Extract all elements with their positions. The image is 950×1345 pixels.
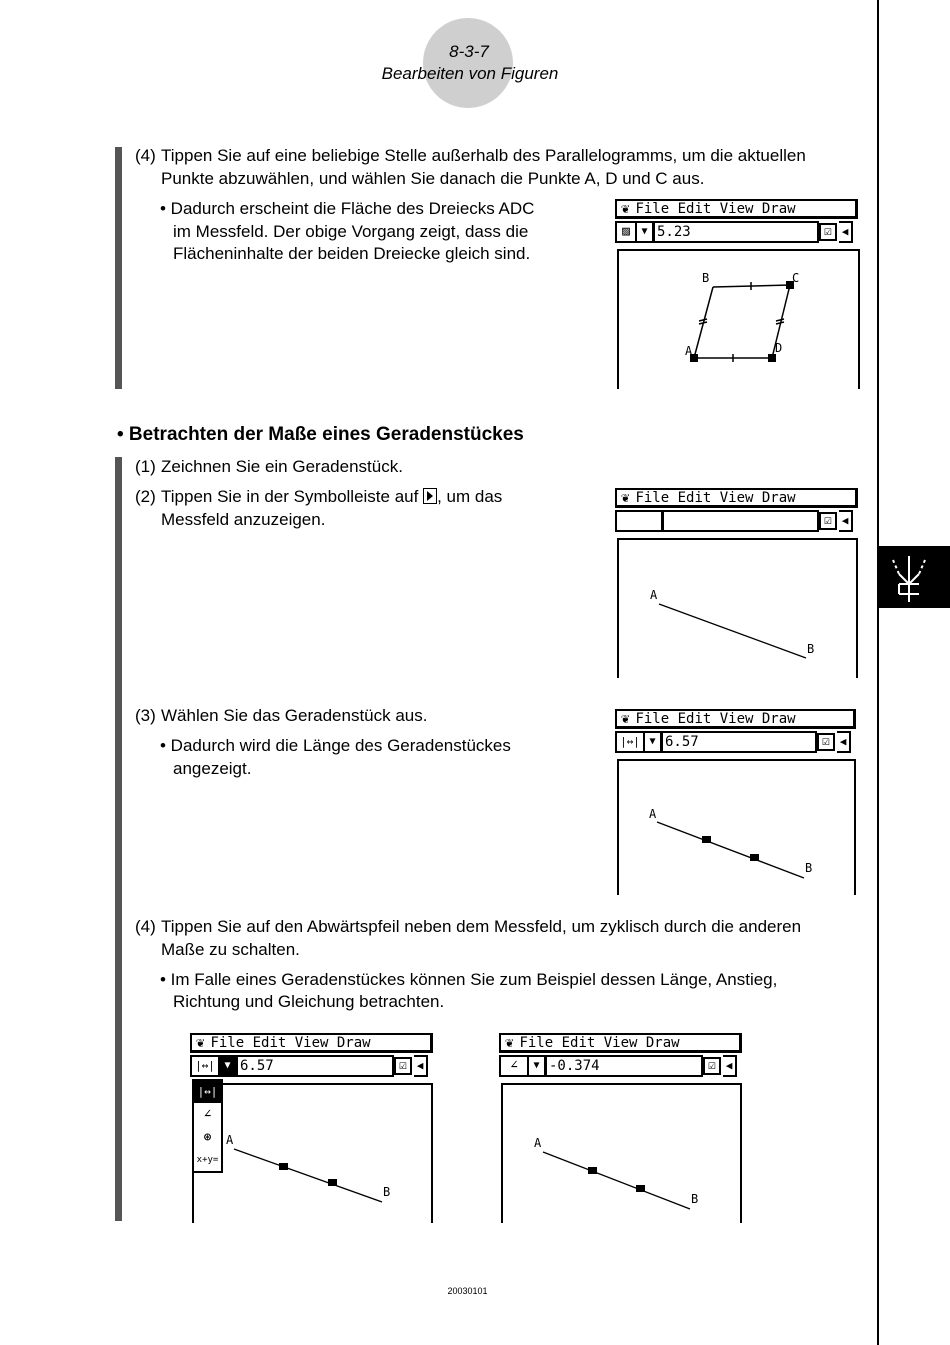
parallelogram-figure (619, 251, 862, 391)
step-text: (4) Tippen Sie auf eine beliebige Stelle außerhalb des Parallelogramms, um die aktuellen (135, 146, 806, 165)
bullet-text: Richtung und Gleichung betrachten. (173, 992, 445, 1011)
check-icon: ☑ (703, 1057, 721, 1075)
menu-vee-icon: ❦ (621, 201, 630, 217)
menu-vee-icon: ❦ (196, 1035, 205, 1051)
calculator-screenshot (499, 1033, 744, 1223)
menu-items: File Edit View Draw (635, 490, 796, 506)
page-title: Bearbeiten von Figuren (381, 64, 559, 83)
measurement-field: 6.57 (237, 1055, 394, 1077)
step-text: (2) Tippen Sie in der Symbolleiste auf , um das (135, 487, 503, 506)
check-icon: ☑ (817, 733, 835, 751)
margin-bar (115, 457, 122, 1221)
menu-bar (499, 1033, 742, 1053)
step-text: Maße zu schalten. (161, 940, 300, 959)
section-heading: • Betrachten der Maße eines Geradenstückes (117, 424, 524, 445)
dropdown-option-equation[interactable]: x+y= (196, 1155, 219, 1165)
measurement-type-dropdown[interactable] (192, 1079, 223, 1173)
point-label: B (702, 271, 710, 285)
calculator-screenshot (615, 709, 860, 895)
line-segment-figure (503, 1085, 744, 1225)
menu-vee-icon: ❦ (621, 711, 630, 727)
point-label: D (775, 341, 783, 355)
menu-items: File Edit View Draw (635, 201, 796, 217)
dropdown-option-slope[interactable]: ∠ (203, 1107, 212, 1122)
area-icon: ▨ (615, 221, 637, 243)
left-arrow-icon: ◀ (839, 221, 853, 243)
left-arrow-icon: ◀ (723, 1055, 737, 1077)
dropdown-arrow-icon: ▼ (529, 1055, 546, 1077)
length-icon: |↔| (190, 1055, 220, 1077)
slope-icon: ∠ (499, 1055, 529, 1077)
menu-items: File Edit View Draw (210, 1035, 371, 1051)
page-number: 8-3-7 (449, 42, 489, 61)
bullet-text: • Dadurch wird die Länge des Geradenstückes (160, 736, 511, 755)
left-arrow-icon: ◀ (839, 510, 853, 532)
geometry-chapter-icon (879, 546, 950, 608)
dropdown-arrow-icon: ▼ (645, 731, 662, 753)
menu-bar (615, 709, 856, 729)
graphics-area (617, 538, 858, 678)
bullet-text: im Messfeld. Der obige Vorgang zeigt, dass die (173, 222, 529, 241)
graphics-area (501, 1083, 742, 1223)
menu-bar (615, 199, 858, 219)
measurement-bar (615, 221, 858, 243)
graphics-area (617, 759, 856, 895)
page-edge-rule (877, 0, 879, 1345)
line-segment-figure (619, 761, 858, 897)
left-arrow-icon: ◀ (414, 1055, 428, 1077)
check-icon: ☑ (394, 1057, 412, 1075)
step-text: (4) Tippen Sie auf den Abwärtspfeil neben dem Messfeld, um zyklisch durch die anderen (135, 917, 802, 936)
point-label: B (691, 1192, 699, 1206)
point-label: B (805, 861, 813, 875)
point-label: A (534, 1136, 542, 1150)
calculator-screenshot (615, 488, 860, 678)
measurement-bar (615, 510, 858, 532)
calculator-screenshot (190, 1033, 435, 1223)
measurement-icon-slot (615, 510, 663, 532)
measurement-field: -0.374 (546, 1055, 703, 1077)
menu-vee-icon: ❦ (505, 1035, 514, 1051)
step-text: (1) Zeichnen Sie ein Geradenstück. (135, 457, 403, 476)
graphics-area (617, 249, 860, 389)
measurement-bar (499, 1055, 742, 1077)
point-label: A (650, 588, 658, 602)
line-segment-figure (619, 540, 860, 680)
dropdown-arrow-icon: ▼ (637, 221, 654, 243)
menu-items: File Edit View Draw (519, 1035, 680, 1051)
check-icon: ☑ (819, 512, 837, 530)
length-icon: |↔| (615, 731, 645, 753)
measurement-field: 5.23 (654, 221, 819, 243)
measurement-bar (190, 1055, 433, 1077)
left-arrow-icon: ◀ (837, 731, 851, 753)
step-text: Punkte abzuwählen, und wählen Sie danach die Punkte A, D und C aus. (161, 169, 705, 188)
point-label: A (649, 807, 657, 821)
header-badge (423, 18, 513, 108)
footer-code: 20030101 (447, 1286, 488, 1296)
measurement-field: 6.57 (662, 731, 817, 753)
step-text: (3) Wählen Sie das Geradenstück aus. (135, 706, 428, 725)
point-label: B (383, 1185, 391, 1199)
calculator-screenshot (615, 199, 860, 389)
point-label: B (807, 642, 815, 656)
menu-items: File Edit View Draw (635, 711, 796, 727)
line-segment-figure (194, 1085, 435, 1225)
toolbar-right-arrow-icon (423, 488, 437, 504)
graphics-area (192, 1083, 433, 1223)
measurement-field (663, 510, 819, 532)
point-label: A (685, 344, 693, 358)
bullet-text: • Im Falle eines Geradenstückes können Sie zum Beispiel dessen Länge, Anstieg, (160, 970, 778, 989)
menu-bar (615, 488, 858, 508)
menu-vee-icon: ❦ (621, 490, 630, 506)
dropdown-option-length[interactable]: |↔| (194, 1081, 221, 1103)
bullet-text: angezeigt. (173, 759, 252, 778)
dropdown-arrow-icon: ▼ (220, 1055, 237, 1077)
dropdown-option-direction[interactable]: ⊛ (203, 1130, 212, 1145)
bullet-text: • Dadurch erscheint die Fläche des Dreiecks ADC (160, 199, 535, 218)
step-text: Messfeld anzuzeigen. (161, 510, 326, 529)
point-label: C (792, 271, 800, 285)
margin-bar (115, 147, 122, 389)
bullet-text: Flächeninhalte der beiden Dreiecke gleich sind. (173, 244, 531, 263)
chapter-tab (879, 546, 950, 608)
measurement-bar (615, 731, 856, 753)
point-label: A (226, 1133, 234, 1147)
check-icon: ☑ (819, 223, 837, 241)
menu-bar (190, 1033, 433, 1053)
